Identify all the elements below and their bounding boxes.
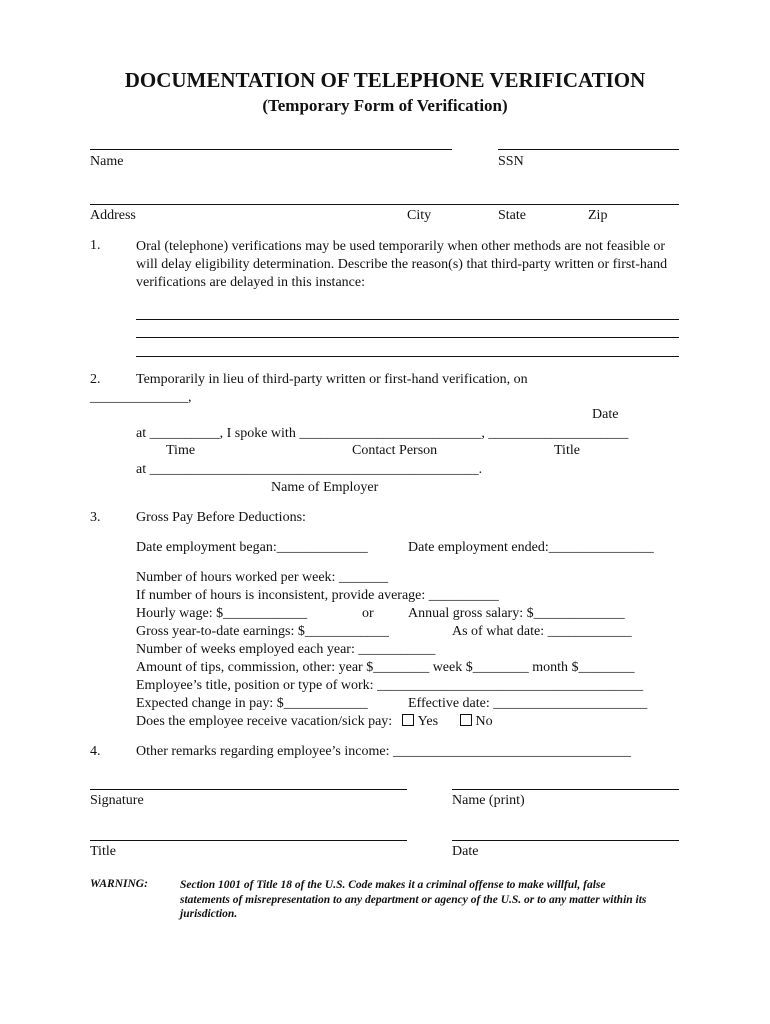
signature-line[interactable] <box>90 789 407 790</box>
as-of-date[interactable]: As of what date: ____________ <box>452 624 632 639</box>
vacation-row <box>136 714 493 730</box>
section-1-text: Oral (telephone) verifications may be used temporarily when other methods are not feasible or will delay eligibility determination. Describe the reason(s) that third-party written or first-hand verifications are delayed in this instance: <box>136 239 668 290</box>
effective-date[interactable]: Effective date: ______________________ <box>408 696 648 711</box>
form-subtitle: (Temporary Form of Verification) <box>262 96 508 115</box>
reason-line-2[interactable] <box>136 337 679 338</box>
hours-average[interactable]: If number of hours is inconsistent, provide average: __________ <box>136 588 499 603</box>
address-line[interactable] <box>90 204 679 205</box>
other-remarks[interactable]: Other remarks regarding employee’s income: __________________________________ <box>136 744 631 759</box>
ssn-line[interactable] <box>498 149 679 150</box>
employer-label: Name of Employer <box>271 480 379 495</box>
address-label: Address <box>90 208 136 223</box>
ytd-earnings[interactable]: Gross year-to-date earnings: $____________ <box>136 624 389 639</box>
section-2-text: Temporarily in lieu of third-party written or first-hand verification, on <box>136 372 528 387</box>
or-label: or <box>362 606 374 621</box>
zip-label: Zip <box>588 208 608 223</box>
title-line[interactable] <box>90 840 407 841</box>
employment-ended[interactable]: Date employment ended:_______________ <box>408 540 654 555</box>
name-print-line[interactable] <box>452 789 679 790</box>
employee-position[interactable]: Employee’s title, position or type of work: ______________________________________ <box>136 678 644 693</box>
section-1-number: 1. <box>90 238 101 253</box>
contact-person-label: Contact Person <box>352 443 438 458</box>
vacation-question: Does the employee receive vacation/sick pay: <box>136 714 393 729</box>
reason-line-1[interactable] <box>136 319 679 320</box>
yes-label: Yes <box>417 714 439 729</box>
expected-change[interactable]: Expected change in pay: $____________ <box>136 696 368 711</box>
reason-line-3[interactable] <box>136 356 679 357</box>
tips-commission[interactable]: Amount of tips, commission, other: year $________ week $________ month $________ <box>136 660 635 675</box>
section-3-number: 3. <box>90 510 101 525</box>
time-label: Time <box>166 443 196 458</box>
section-2-number: 2. <box>90 372 101 387</box>
section-3-heading: Gross Pay Before Deductions: <box>136 510 306 525</box>
employer-line[interactable]: at _______________________________________________. <box>136 462 483 477</box>
weeks-employed[interactable]: Number of weeks employed each year: ___________ <box>136 642 436 657</box>
warning-text: Section 1001 of Title 18 of the U.S. Code makes it a criminal offense to make willful, false statements of misrepresentation to any department or agency of the U.S. or to any matter within its jurisdiction. <box>180 879 647 920</box>
date-line[interactable] <box>452 840 679 841</box>
title-label: Title <box>554 443 580 458</box>
name-line[interactable] <box>90 149 452 150</box>
date-label: Date <box>592 407 619 422</box>
city-label: City <box>407 208 432 223</box>
section-4-number: 4. <box>90 744 101 759</box>
no-checkbox[interactable] <box>460 714 472 726</box>
hourly-wage[interactable]: Hourly wage: $____________ <box>136 606 308 621</box>
annual-salary[interactable]: Annual gross salary: $_____________ <box>408 606 625 621</box>
signature-title-label: Title <box>90 844 116 859</box>
contact-line[interactable]: at __________, I spoke with __________________________, ____________________ <box>136 426 629 441</box>
signature-label: Signature <box>90 793 144 808</box>
warning-label: WARNING: <box>90 878 148 890</box>
hours-per-week[interactable]: Number of hours worked per week: _______ <box>136 570 388 585</box>
state-label: State <box>498 208 526 223</box>
name-label: Name <box>90 154 124 169</box>
name-print-label: Name (print) <box>452 793 525 808</box>
signature-date-label: Date <box>452 844 479 859</box>
employment-began[interactable]: Date employment began:_____________ <box>136 540 368 555</box>
no-label: No <box>475 714 493 729</box>
form-title: DOCUMENTATION OF TELEPHONE VERIFICATION <box>124 68 646 92</box>
date-blank[interactable]: ______________, <box>90 390 192 405</box>
ssn-label: SSN <box>498 154 524 169</box>
yes-checkbox[interactable] <box>402 714 414 726</box>
